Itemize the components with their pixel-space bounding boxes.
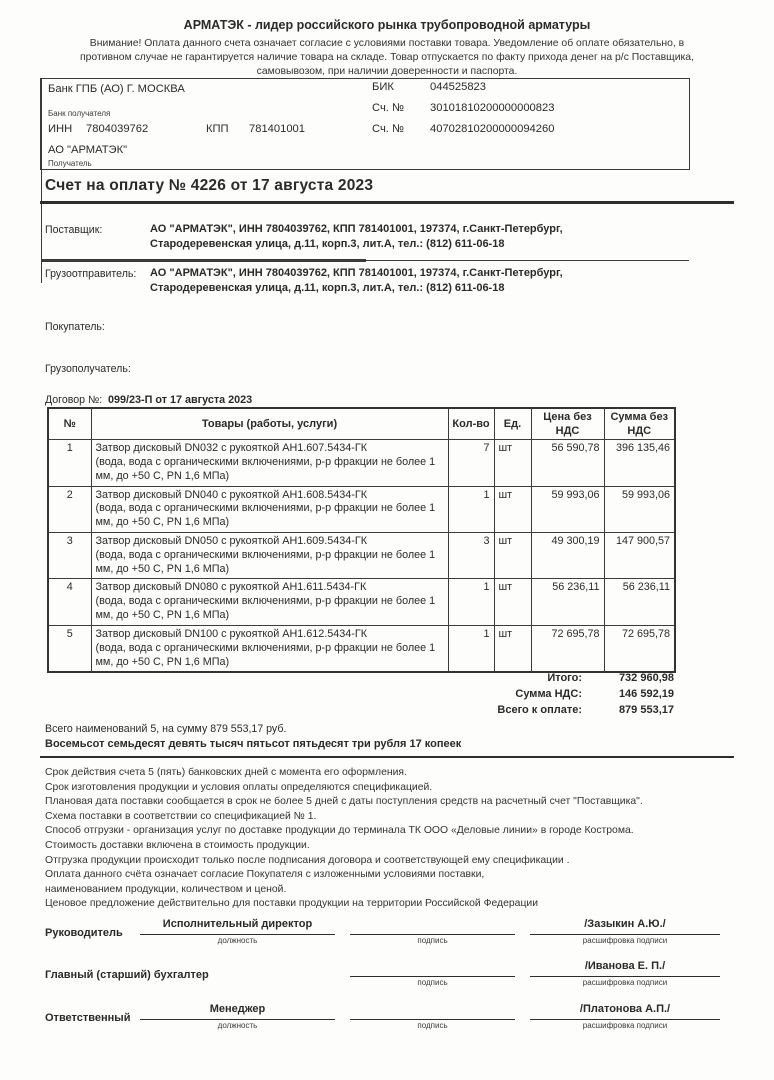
item-num: 5 xyxy=(48,625,91,672)
position-caption: должность xyxy=(217,936,258,945)
bank-divider-kpp xyxy=(41,262,42,283)
signature-position: Исполнительный директор xyxy=(140,918,335,935)
kpp-label: КПП xyxy=(206,123,229,135)
col-header-num: № xyxy=(48,408,91,440)
table-row xyxy=(48,625,675,672)
signature-name-col xyxy=(530,918,720,945)
terms-line: Плановая дата поставки сообщается в срок не более 5 дней с даты поступления средств на расчетный счет "Поставщика". xyxy=(45,796,643,808)
signature-sign-col xyxy=(350,1003,515,1030)
terms-line: Оплата данного счёта означает согласие Покупателя с изложенными условиями поставки, xyxy=(45,869,485,881)
item-name-cell xyxy=(91,533,448,579)
sign-caption: подпись xyxy=(417,1021,448,1030)
supplier-value: АО "АРМАТЭК", ИНН 7804039762, КПП 781401001, 197374, г.Санкт-Петербург, Стародеревенская улица, д.11, корп.3, лит.А, тел.: (812) 611-06-18 xyxy=(150,223,563,250)
consignor-value: АО "АРМАТЭК", ИНН 7804039762, КПП 781401001, 197374, г.Санкт-Петербург, Стародеревенская улица, д.11, корп.3, лит.А, тел.: (812) 611-06-18 xyxy=(150,267,563,294)
item-num: 2 xyxy=(48,486,91,532)
item-sum: 147 900,57 xyxy=(604,533,675,579)
item-name-cell xyxy=(91,440,448,486)
vat-label: Сумма НДС: xyxy=(515,688,582,700)
signature-position: Менеджер xyxy=(140,1003,335,1020)
terms-line: Ценовое предложение действительно для поставки продукции на территории Российской Федерации xyxy=(45,898,539,910)
corr-account-value: 30101810200000000823 xyxy=(430,102,555,114)
document-header-title: АРМАТЭК - лидер российского рынка трубопроводной арматуры xyxy=(183,18,591,32)
items-table xyxy=(47,407,676,673)
item-sum: 72 695,78 xyxy=(604,625,675,672)
item-unit: шт xyxy=(494,440,531,486)
invoice-title: Счет на оплату № 4226 от 17 августа 2023 xyxy=(45,177,374,194)
signature-role: Главный (старший) бухгалтер xyxy=(45,969,209,981)
item-name-cell xyxy=(91,486,448,532)
item-name: Затвор дисковый DN080 с рукояткой АН1.611.5434-ГК xyxy=(95,581,367,594)
item-qty: 1 xyxy=(448,486,494,532)
item-price: 59 993,06 xyxy=(531,486,604,532)
item-price: 56 590,78 xyxy=(531,440,604,486)
supplier-label: Поставщик: xyxy=(45,224,103,236)
signature-line xyxy=(350,1003,515,1020)
bank-name: Банк ГПБ (АО) Г. МОСКВА xyxy=(48,83,185,95)
item-name-cell xyxy=(91,625,448,672)
signature-row-director xyxy=(45,918,725,954)
recipient-label: Получатель xyxy=(48,159,92,168)
item-desc: (вода, вода с органическими включениями, р-р фракции не более 1 мм, до +50 С, PN 1,6 МПа) xyxy=(95,548,436,575)
corr-account-label: Сч. № xyxy=(372,102,405,114)
col-header-price: Цена без НДС xyxy=(531,408,604,440)
table-row xyxy=(48,579,675,625)
item-desc: (вода, вода с органическими включениями, р-р фракции не более 1 мм, до +50 С, PN 1,6 МПа) xyxy=(95,455,436,482)
table-row xyxy=(48,486,675,532)
item-sum: 59 993,06 xyxy=(604,486,675,532)
item-unit: шт xyxy=(494,579,531,625)
item-sum: 396 135,46 xyxy=(604,440,675,486)
sign-caption: подпись xyxy=(417,978,448,987)
inn-label: ИНН xyxy=(48,123,73,135)
item-name-cell xyxy=(91,579,448,625)
recipient-name: АО "АРМАТЭК" xyxy=(48,144,128,156)
signature-sign-col xyxy=(350,960,515,987)
kpp-value: 781401001 xyxy=(249,123,305,135)
settlement-account-value: 40702810200000094260 xyxy=(430,123,555,135)
item-name: Затвор дисковый DN032 с рукояткой АН1.607.5434-ГК xyxy=(95,442,368,455)
item-desc: (вода, вода с органическими включениями, р-р фракции не более 1 мм, до +50 С, PN 1,6 МПа) xyxy=(95,641,436,668)
signature-name: /Зазыкин А.Ю./ xyxy=(530,918,720,935)
signature-name: /Платонова А.П./ xyxy=(530,1003,720,1020)
signature-name-col xyxy=(530,960,720,987)
signature-name-col xyxy=(530,1003,720,1030)
bik-value: 044525823 xyxy=(430,81,486,93)
total-value: 879 553,17 xyxy=(618,704,674,716)
consignee-label: Грузополучатель: xyxy=(45,363,131,375)
signature-row-responsible xyxy=(45,1003,725,1039)
signature-row-accountant xyxy=(45,960,725,996)
name-caption: расшифровка подписи xyxy=(582,1021,668,1030)
bank-details-table xyxy=(40,78,690,170)
name-caption: расшифровка подписи xyxy=(582,978,668,987)
item-qty: 1 xyxy=(448,625,494,672)
item-price: 56 236,11 xyxy=(531,579,604,625)
signature-position-col xyxy=(140,1003,335,1030)
consignor-label: Грузоотправитель: xyxy=(45,268,137,280)
item-num: 4 xyxy=(48,579,91,625)
item-price: 49 300,19 xyxy=(531,533,604,579)
buyer-label: Покупатель: xyxy=(45,321,105,333)
name-caption: расшифровка подписи xyxy=(582,936,668,945)
signature-name: /Иванова Е. П./ xyxy=(530,960,720,977)
title-underline xyxy=(40,201,734,204)
table-row xyxy=(48,533,675,579)
terms-line: Стоимость доставки включена в стоимость продукции. xyxy=(45,839,310,851)
item-name: Затвор дисковый DN040 с рукояткой АН1.608.5434-ГК xyxy=(95,488,368,501)
total-line xyxy=(340,704,674,720)
sign-caption: подпись xyxy=(417,936,448,945)
item-num: 1 xyxy=(48,440,91,486)
terms-line: Срок изготовления продукции и условия оплаты определяются спецификацией. xyxy=(45,781,433,793)
subtotal-line xyxy=(340,672,674,688)
signature-line xyxy=(350,960,515,977)
terms-block xyxy=(45,767,735,913)
terms-line: Срок действия счета 5 (пять) банковских дней с момента его оформления. xyxy=(45,767,407,778)
items-header-row xyxy=(48,408,675,440)
settlement-account-label: Сч. № xyxy=(372,123,405,135)
terms-line: наименованием продукции, количеством и ценой. xyxy=(45,883,287,895)
vat-value: 146 592,19 xyxy=(618,688,674,700)
inn-value: 7804039762 xyxy=(86,123,149,135)
signature-role: Ответственный xyxy=(45,1012,131,1024)
items-count-line: Всего наименований 5, на сумму 879 553,17 руб. xyxy=(45,723,287,735)
bank-divider-inn-row xyxy=(41,261,366,262)
item-unit: шт xyxy=(494,625,531,672)
attention-note: Внимание! Оплата данного счета означает согласие с условиями поставки товара. Уведомление об оплате обязательно, в противном случае не гарантируется наличие товара на складе. Товар отпускается по факту прихода денег на р/с Поставщика, самовывозом, при наличии доверенности и паспорта. xyxy=(80,38,694,77)
col-header-sum: Сумма без НДС xyxy=(604,408,675,440)
bank-divider-vertical xyxy=(41,79,42,169)
item-name: Затвор дисковый DN050 с рукояткой АН1.609.5434-ГК xyxy=(95,535,368,548)
item-desc: (вода, вода с органическими включениями, р-р фракции не более 1 мм, до +50 С, PN 1,6 МПа) xyxy=(95,595,436,622)
terms-line: Отгрузка продукции происходит только после подписания договора и соответствующей ему спецификации . xyxy=(45,854,570,866)
position-caption: должность xyxy=(217,1021,258,1030)
signature-line xyxy=(350,918,515,935)
summary-underline xyxy=(40,756,734,758)
contract-value: 099/23-П от 17 августа 2023 xyxy=(108,394,253,406)
signature-position-col xyxy=(140,918,335,945)
terms-line: Способ отгрузки - организация услуг по доставке продукции до терминала ТК ООО «Деловые линии» в городе Кострома. xyxy=(45,825,634,837)
item-unit: шт xyxy=(494,533,531,579)
col-header-qty: Кол-во xyxy=(448,408,494,440)
bank-divider-label-col xyxy=(41,169,42,259)
item-desc: (вода, вода с органическими включениями, р-р фракции не более 1 мм, до +50 С, PN 1,6 МПа) xyxy=(95,502,436,529)
item-name: Затвор дисковый DN100 с рукояткой АН1.612.5434-ГК xyxy=(95,627,368,640)
signature-role: Руководитель xyxy=(45,927,123,939)
item-sum: 56 236,11 xyxy=(604,579,675,625)
subtotal-label: Итого: xyxy=(547,672,582,684)
item-price: 72 695,78 xyxy=(531,625,604,672)
item-qty: 7 xyxy=(448,440,494,486)
col-header-name: Товары (работы, услуги) xyxy=(91,408,448,440)
terms-line: Схема поставки в соответствии со спецификацией № 1. xyxy=(45,810,317,822)
totals-block xyxy=(340,672,674,720)
subtotal-value: 732 960,98 xyxy=(618,672,674,684)
total-label: Всего к оплате: xyxy=(497,704,582,716)
bank-name-label: Банк получателя xyxy=(48,109,111,118)
col-header-unit: Ед. xyxy=(494,408,531,440)
item-unit: шт xyxy=(494,486,531,532)
signature-sign-col xyxy=(350,918,515,945)
item-num: 3 xyxy=(48,533,91,579)
item-qty: 3 xyxy=(448,533,494,579)
vat-line xyxy=(340,688,674,704)
contract-label: Договор №: xyxy=(45,394,103,406)
amount-in-words: Восемьсот семьдесят девять тысяч пятьсот пятьдесят три рубля 17 копеек xyxy=(45,738,462,750)
bik-label: БИК xyxy=(372,81,394,93)
item-qty: 1 xyxy=(448,579,494,625)
table-row xyxy=(48,440,675,486)
